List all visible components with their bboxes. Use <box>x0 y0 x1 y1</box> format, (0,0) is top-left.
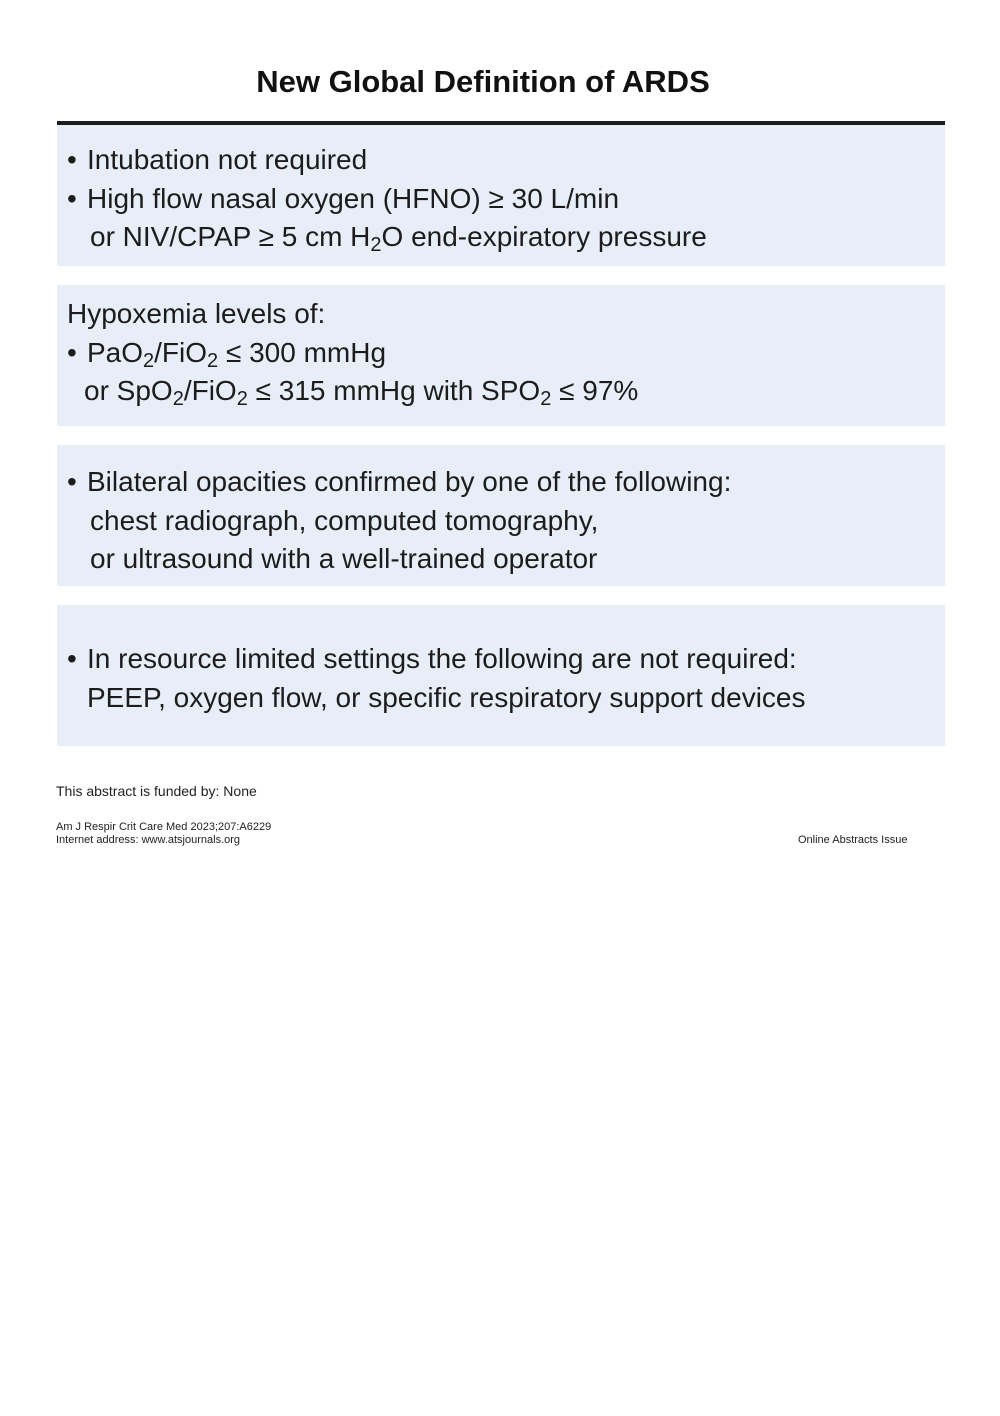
hypoxemia-box <box>57 285 945 426</box>
internet-address: Internet address: www.atsjournals.org <box>56 834 241 846</box>
bullet-item <box>67 141 707 180</box>
resource-limited-box <box>57 605 945 746</box>
page-title: New Global Definition of ARDS <box>256 64 710 99</box>
issue-label: Online Abstracts Issue <box>798 834 908 846</box>
resource-limited-content <box>67 640 806 717</box>
bullet-marker: • <box>67 144 77 175</box>
bullet-item <box>67 180 707 219</box>
bullet-marker: • <box>67 182 77 214</box>
respiratory-support-box <box>57 125 945 266</box>
niv-cpap-line: or NIV/CPAP ≥ 5 cm $H_2O$ end-expiratory pressure <box>90 221 707 256</box>
bullet-marker: • <box>67 466 77 497</box>
imaging-box <box>57 445 945 586</box>
hypoxemia-content <box>67 295 638 411</box>
citation-block <box>56 821 271 847</box>
bullet-marker: • <box>67 336 77 368</box>
respiratory-support-content <box>67 141 707 257</box>
hypoxemia-heading: Hypoxemia levels of: <box>67 298 326 329</box>
bilateral-opacities-text: Bilateral opacities confirmed by one of the following: <box>87 466 732 497</box>
spo2-fio2-line: or SpO$_2$/FiO$_2$ ≤ 315 mmHg with $SPO_2 \le 97\%$ <box>84 375 639 410</box>
funding-statement: This abstract is funded by: None <box>56 783 257 799</box>
resource-limited-text: In resource limited settings the following are not required: <box>87 643 797 674</box>
imaging-content <box>67 463 731 579</box>
imaging-modalities-line: chest radiograph, computed tomography, <box>90 504 599 536</box>
intubation-text: Intubation not required <box>87 144 368 175</box>
journal-citation: Am J Respir Crit Care Med 2023;207:A6229 <box>56 821 272 833</box>
bullet-item <box>67 640 806 679</box>
bullet-marker: • <box>67 643 77 674</box>
bullet-item <box>67 463 731 502</box>
hfno-text: High flow nasal oxygen (HFNO) ≥ 30 L/min <box>87 182 620 214</box>
not-required-list-line: PEEP, oxygen flow, or specific respiratory support devices <box>87 681 806 713</box>
bullet-item: • PaO$_2$/FiO$_2$ ≤ 300 mmHg <box>67 334 638 373</box>
ultrasound-line: or ultrasound with a well-trained operator <box>90 543 598 574</box>
